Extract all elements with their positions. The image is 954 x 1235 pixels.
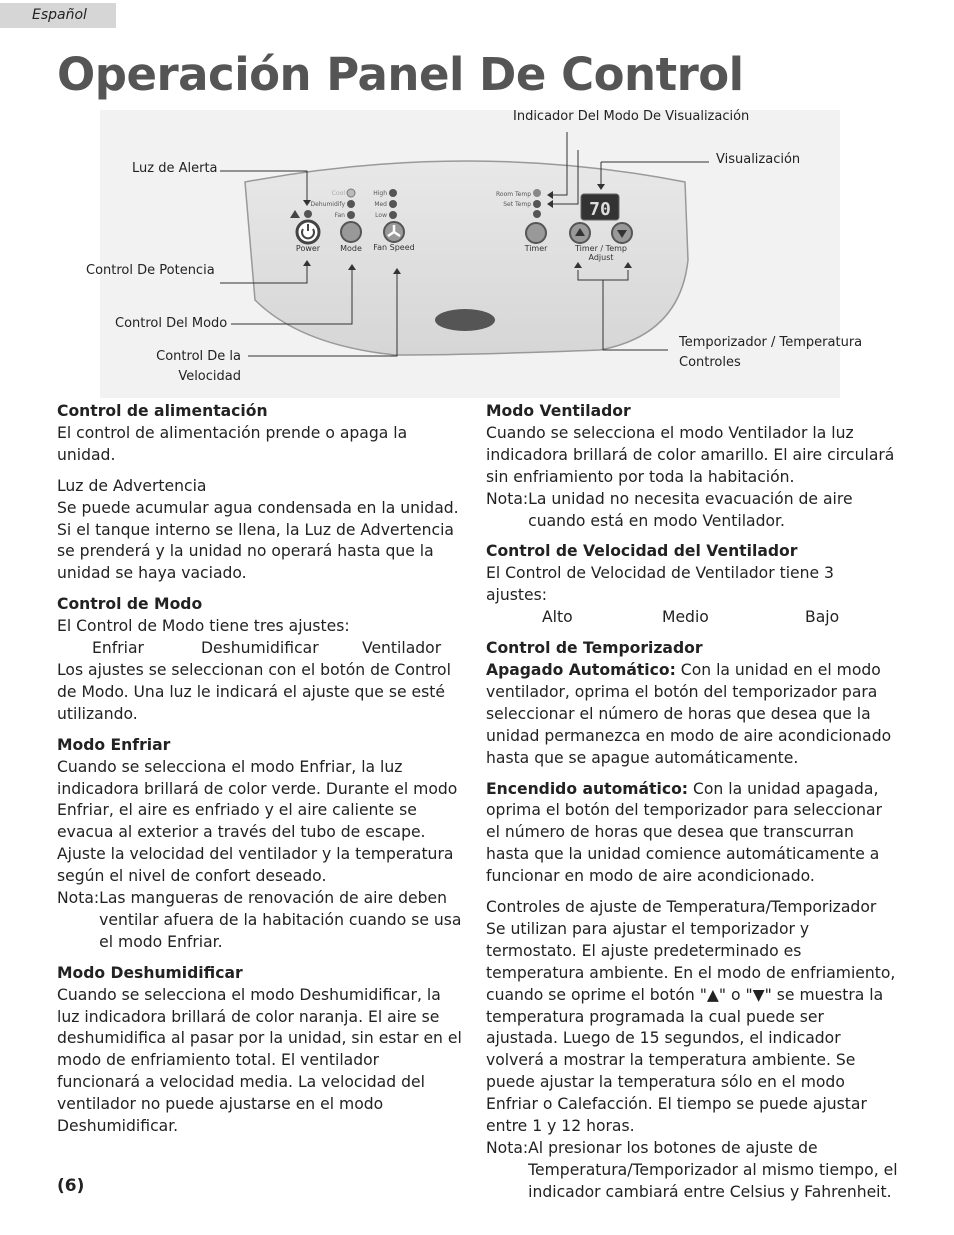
callout-display: Visualización <box>716 152 801 167</box>
fan-speed-label: Fan Speed <box>373 243 415 252</box>
adjust-controls-line: Controles de ajuste de Temperatura/Temporizador <box>486 898 877 917</box>
timer-label: Timer <box>524 244 548 253</box>
dehumidify-mode-body-1: Cuando se selecciona el modo Deshumidificar, la luz indicadora brillará de color naranja. El aire se deshumidifica al pasar por la unidad, sin estar en el modo de enfriamiento total. El ventilador <box>57 985 462 1070</box>
power-label: Power <box>295 244 321 253</box>
mode-control-intro: El Control de Modo tiene tres ajustes: <box>57 617 350 636</box>
mode-control-body: Los ajustes se seleccionan con el botón de Control de Modo. Una luz le indicará el ajuste que se esté utilizando. <box>57 660 451 723</box>
timer-control-heading: Control de Temporizador <box>486 639 703 658</box>
auto-on-body: Con la unidad apagada, oprima el botón del temporizador para seleccionar el número de horas que desea que transcurran hasta que la unidad comience automáticamente a funcionar en modo de aire acondicionado. <box>486 779 883 886</box>
mode-control-heading: Control de Modo <box>57 595 203 614</box>
adjust-label-2: Adjust <box>588 253 614 262</box>
room-temp-light-label: Room Temp <box>496 191 531 198</box>
fan-mode-heading: Modo Ventilador <box>486 402 631 420</box>
right-column <box>486 401 898 1204</box>
speed-option-high: Alto <box>542 608 573 627</box>
mode-option-cool: Enfriar <box>92 639 144 658</box>
low-light-label: Low <box>375 212 387 219</box>
note-label: Nota: <box>57 889 100 908</box>
mode-button <box>341 222 361 242</box>
callout-mode-control: Control Del Modo <box>115 316 228 331</box>
adjust-label-1: Timer / Temp <box>575 244 627 253</box>
warning-light-body: Se puede acumular agua condensada en la unidad. Si el tanque interno se llena, la Luz de Advertencia se prenderá y la unidad no operará hasta que la unidad se haya vaciado. <box>57 498 459 583</box>
timer-button <box>526 223 546 243</box>
speed-option-low: Bajo <box>805 608 840 627</box>
med-light-label: Med <box>374 201 387 208</box>
mode-options <box>57 638 467 660</box>
callout-timer-temp <box>679 333 862 373</box>
page-number: (6) <box>57 1176 85 1196</box>
mode-label: Mode <box>340 244 362 253</box>
display-value: 70 <box>589 199 611 220</box>
speed-option-medium: Medio <box>662 608 709 627</box>
callout-timer-temp-line2: Controles <box>679 355 741 370</box>
auto-off-body: Con la unidad en el modo ventilador, oprima el botón del temporizador para seleccionar el número de horas que desea que la unidad permanezca en modo de aire acondicionado hasta que se apague automáticamente. <box>486 660 892 767</box>
mode-option-dehumidify: Deshumidificar <box>201 639 319 658</box>
alert-led <box>304 210 312 218</box>
fan-mode-body: Cuando se selecciona el modo Ventilador la luz indicadora brillará de color amarillo. El aire circulará sin enfriamiento por toda la habitación. <box>486 423 895 486</box>
power-control-body: El control de alimentación prende o apaga la unidad. <box>57 423 408 464</box>
dehumidify-mode-body-2: funcionará a velocidad media. La velocidad del ventilador no puede ajustarse en el modo Deshumidificar. <box>57 1073 425 1136</box>
cool-mode-note <box>57 888 467 954</box>
auto-off-label: Apagado Automático: <box>486 660 676 679</box>
callout-timer-temp-line1: Temporizador / Temperatura <box>679 335 863 350</box>
fan-speed-heading: Control de Velocidad del Ventilador <box>486 542 798 561</box>
callout-indicator-mode: Indicador Del Modo De Visualización <box>513 109 750 124</box>
note-label: Nota: <box>486 1139 529 1157</box>
callout-speed-control-line1: Control De la <box>156 349 241 364</box>
note-text: La unidad no necesita evacuación de aire cuando está en modo Ventilador. <box>528 489 853 530</box>
high-light-label: High <box>373 190 387 197</box>
cool-mode-heading: Modo Enfriar <box>57 735 171 754</box>
warning-light-line: Luz de Advertencia <box>57 476 207 495</box>
note-text: Las mangueras de renovación de aire deben ventilar afuera de la habitación cuando se usa el modo Enfriar. <box>99 889 462 951</box>
auto-on-paragraph <box>486 779 898 889</box>
callout-speed-control-line2: Velocidad <box>178 368 241 384</box>
fan-light-label: Fan <box>334 212 345 219</box>
panel-oval <box>435 309 495 331</box>
fan-speed-options <box>486 607 898 629</box>
callout-speed-control <box>120 347 241 386</box>
cool-mode-body: Cuando se selecciona el modo Enfriar, la luz indicadora brillará de color verde. Durante el modo Enfriar, el aire es enfriado y el aire caliente se evacua al exterior a través del tubo de escape. Ajuste la velocidad del ventilador y la temperatura según el nivel de confort deseado. <box>57 757 458 886</box>
note-text: Al presionar los botones de ajuste de Temperatura/Temporizador al mismo tiempo, el indicador cambiará entre Celsius y Fahrenheit. <box>528 1139 898 1201</box>
auto-off-paragraph <box>486 660 898 770</box>
callout-alert-light: Luz de Alerta <box>132 161 218 176</box>
dehumidify-mode-heading: Modo Deshumidificar <box>57 963 243 982</box>
fan-mode-note <box>486 489 898 533</box>
language-tag: Español <box>0 3 116 28</box>
page-title: Operación Panel De Control <box>57 48 744 101</box>
control-panel-diagram <box>0 100 954 400</box>
note-label: Nota: <box>486 489 529 508</box>
adjust-controls-note <box>486 1138 898 1204</box>
set-temp-light-label: Set Temp <box>503 201 531 208</box>
power-control-heading: Control de alimentación <box>57 402 268 420</box>
adjust-controls-body: Se utilizan para ajustar el temporizador y termostato. El ajuste predeterminado es temperatura ambiente. En el modo de enfriamiento, cuando se oprime el botón "▲" o "▼" se muestra la temperatura programada la cual puede ser ajustada. Luego de 15 segundos, el indicador volverá a mostrar la temperatura ambiente. Se puede ajustar la temperatura sólo en el modo Enfriar o Calefacción. El tiempo se puede ajustar entre 1 y 12 horas. <box>486 919 896 1136</box>
fan-speed-body: El Control de Velocidad de Ventilador tiene 3 ajustes: <box>486 564 834 605</box>
auto-on-label: Encendido automático: <box>486 779 689 798</box>
mode-option-fan: Ventilador <box>362 639 442 658</box>
cool-light-label: Cool <box>331 190 345 197</box>
left-column <box>57 401 467 1138</box>
callout-power-control: Control De Potencia <box>86 263 215 278</box>
dehumidify-light-label: Dehumidify <box>310 201 345 208</box>
